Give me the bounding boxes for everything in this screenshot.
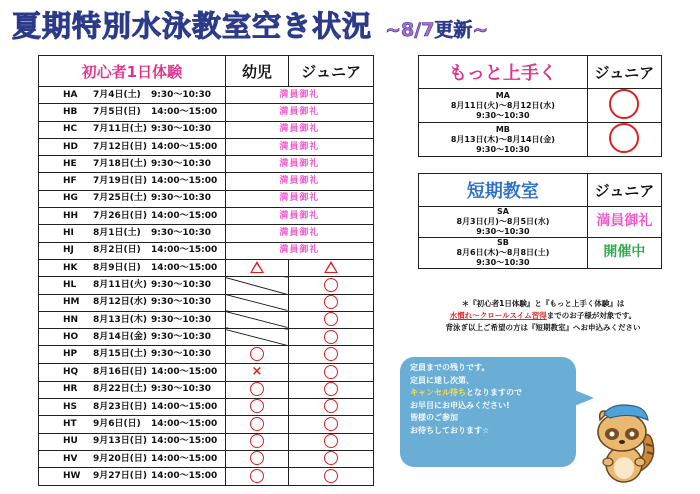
header-junior: ジュニア <box>289 56 374 87</box>
short-term-class-table <box>418 173 662 269</box>
circle-icon <box>324 347 338 361</box>
slot-time: 9:30～10:30 <box>151 193 212 204</box>
session-time: 9:30～10:30 <box>476 258 530 267</box>
slot-code: HP <box>63 349 78 360</box>
slot-time: 14:00～15:00 <box>151 453 218 464</box>
slot-date: 7月18日(土) <box>93 158 148 169</box>
motto-jouzu-table <box>418 55 662 157</box>
slot-date: 8月23日(日) <box>93 401 148 412</box>
slot-date: 8月14日(金) <box>93 331 148 342</box>
session-dates: 8月13日(木)～8月14日(金) <box>450 134 555 144</box>
slot-code: HL <box>63 279 77 290</box>
table-row <box>39 156 374 173</box>
header-junior: ジュニア <box>587 174 661 207</box>
status-full: 満員御礼 <box>587 207 661 238</box>
slot-time: 14:00～15:00 <box>151 401 218 412</box>
slot-code: HK <box>63 262 78 273</box>
slot-time: 9:30～10:30 <box>151 349 212 360</box>
circle-icon <box>324 278 338 292</box>
session-time: 9:30～10:30 <box>476 227 530 236</box>
slot-code: HF <box>63 176 77 187</box>
table-row <box>39 104 374 121</box>
session-slot <box>39 329 226 346</box>
header-beginner-trial: 初心者1日体験 <box>39 56 226 87</box>
session-time: 9:30～10:30 <box>476 144 530 154</box>
session-cell <box>419 207 588 238</box>
note-line: 水慣れ～クロールスイム習得までのお子様が対象です。 <box>449 311 637 320</box>
session-code: SA <box>496 207 509 216</box>
circle-icon <box>250 469 264 483</box>
header-junior: ジュニア <box>587 56 661 89</box>
status-infant <box>225 277 288 294</box>
slot-code: HU <box>63 436 78 447</box>
session-dates: 8月11日(火)～8月12日(水) <box>450 100 555 110</box>
table-row <box>39 225 374 242</box>
table-row <box>39 138 374 155</box>
header-motto-jouzu: もっと上手く <box>419 56 588 89</box>
slot-date: 9月6日(日) <box>93 418 141 429</box>
table-row <box>39 399 374 416</box>
page-title <box>12 4 692 48</box>
slot-code: HA <box>63 89 78 100</box>
session-cell <box>419 123 588 157</box>
session-dates: 8月6日(木)～8月8日(土) <box>456 248 550 257</box>
status-full: 満員御礼 <box>225 156 373 173</box>
status-infant <box>225 311 288 328</box>
triangle-icon <box>250 261 264 273</box>
status-infant <box>225 294 288 311</box>
circle-icon <box>250 417 264 431</box>
status-junior <box>289 259 374 276</box>
slot-time: 9:30～10:30 <box>151 158 212 169</box>
slot-code: HM <box>63 297 80 308</box>
title-update-date: ~8/7更新~ <box>385 19 489 41</box>
session-slot <box>39 416 226 433</box>
status-junior <box>289 363 374 381</box>
slot-date: 7月12日(日) <box>93 141 148 152</box>
session-slot <box>39 190 226 207</box>
slot-date: 8月12日(水) <box>93 297 148 308</box>
circle-icon <box>250 382 264 396</box>
note-line: ＊『初心者1日体験』と『もっと上手く体験』は <box>461 299 625 308</box>
slot-code: HW <box>63 470 81 481</box>
table-row <box>39 242 374 259</box>
session-slot <box>39 104 226 121</box>
session-slot <box>39 138 226 155</box>
slot-date: 7月4日(土) <box>93 89 141 100</box>
header-infant: 幼児 <box>225 56 288 87</box>
status-in-session: 開催中 <box>587 238 661 269</box>
status-junior <box>289 468 374 485</box>
status-infant <box>225 450 288 467</box>
table-row <box>39 294 374 311</box>
session-dates: 8月3日(月)～8月5日(水) <box>456 217 550 226</box>
slot-date: 8月1日(土) <box>93 228 141 239</box>
slot-code: HD <box>63 141 79 152</box>
table-row <box>39 329 374 346</box>
slot-time: 14:00～15:00 <box>151 418 218 429</box>
slot-time: 14:00～15:00 <box>151 141 218 152</box>
session-slot <box>39 173 226 190</box>
circle-icon <box>324 312 338 326</box>
circle-icon <box>324 382 338 396</box>
status-junior <box>289 450 374 467</box>
status-full: 満員御礼 <box>225 225 373 242</box>
status-infant <box>225 381 288 398</box>
circle-icon <box>250 399 264 413</box>
eligibility-note <box>418 298 668 334</box>
slot-code: HO <box>63 331 79 342</box>
session-slot <box>39 363 226 381</box>
status-junior <box>289 311 374 328</box>
slot-time: 14:00～15:00 <box>151 245 218 256</box>
circle-icon <box>609 123 639 153</box>
status-junior <box>289 399 374 416</box>
circle-icon <box>609 89 639 119</box>
status-junior <box>289 346 374 363</box>
beginner-schedule-table <box>38 55 374 486</box>
circle-icon <box>324 417 338 431</box>
slot-code: HC <box>63 124 78 135</box>
session-slot <box>39 450 226 467</box>
status-infant <box>225 346 288 363</box>
status-infant <box>225 329 288 346</box>
table-row <box>419 89 662 123</box>
slot-time: 9:30～10:30 <box>151 297 212 308</box>
status-infant <box>225 259 288 276</box>
circle-icon <box>324 469 338 483</box>
slot-date: 7月26日(日) <box>93 210 148 221</box>
slot-time: 14:00～15:00 <box>151 262 218 273</box>
session-slot <box>39 259 226 276</box>
status-infant <box>225 399 288 416</box>
session-slot <box>39 433 226 450</box>
session-cell <box>419 89 588 123</box>
slot-date: 8月2日(日) <box>93 245 141 256</box>
circle-icon <box>250 347 264 361</box>
slot-code: HS <box>63 401 78 412</box>
table-row <box>39 468 374 485</box>
table-row <box>39 259 374 276</box>
session-time: 9:30～10:30 <box>476 110 530 120</box>
slot-date: 8月13日(木) <box>93 314 148 325</box>
slot-time: 14:00～15:00 <box>151 106 218 117</box>
slot-time: 9:30～10:30 <box>151 314 212 325</box>
table-row <box>419 238 662 269</box>
slot-time: 9:30～10:30 <box>151 124 212 135</box>
slot-date: 9月27日(日) <box>93 470 148 481</box>
circle-icon <box>324 295 338 309</box>
status-infant <box>225 416 288 433</box>
slot-date: 7月11日(土) <box>93 124 148 135</box>
session-slot <box>39 242 226 259</box>
status-full: 満員御礼 <box>225 173 373 190</box>
slot-date: 7月5日(日) <box>93 106 141 117</box>
title-main: 夏期特別水泳教室空き状況 <box>12 9 373 43</box>
session-code: SB <box>497 238 509 247</box>
circle-icon <box>324 434 338 448</box>
status-infant <box>225 468 288 485</box>
session-slot <box>39 225 226 242</box>
session-slot <box>39 156 226 173</box>
table-row <box>39 87 374 104</box>
slot-date: 8月22日(土) <box>93 384 148 395</box>
slot-code: HR <box>63 384 78 395</box>
status-available <box>587 89 661 123</box>
table-row <box>39 381 374 398</box>
session-slot <box>39 87 226 104</box>
status-junior <box>289 329 374 346</box>
status-full: 満員御礼 <box>225 121 373 138</box>
slot-date: 7月25日(土) <box>93 193 148 204</box>
session-slot <box>39 277 226 294</box>
table-row <box>39 208 374 225</box>
table-row <box>419 123 662 157</box>
slot-date: 8月16日(日) <box>93 366 148 377</box>
table-row <box>39 277 374 294</box>
cross-icon: × <box>251 363 263 379</box>
slot-time: 14:00～15:00 <box>151 436 218 447</box>
slot-time: 14:00～15:00 <box>151 210 218 221</box>
slot-code: HV <box>63 453 78 464</box>
table-row <box>39 190 374 207</box>
session-slot <box>39 208 226 225</box>
slot-date: 9月20日(日) <box>93 453 148 464</box>
slot-date: 8月11日(火) <box>93 279 148 290</box>
slot-time: 9:30～10:30 <box>151 384 212 395</box>
slot-date: 7月19日(日) <box>93 176 148 187</box>
table-row <box>39 346 374 363</box>
circle-icon <box>250 451 264 465</box>
slot-time: 9:30～10:30 <box>151 89 212 100</box>
status-junior <box>289 277 374 294</box>
slot-time: 9:30～10:30 <box>151 228 212 239</box>
triangle-icon <box>324 261 338 273</box>
session-slot <box>39 294 226 311</box>
status-full: 満員御礼 <box>225 138 373 155</box>
status-infant <box>225 433 288 450</box>
status-full: 満員御礼 <box>225 190 373 207</box>
slot-date: 8月15日(土) <box>93 349 148 360</box>
table-row <box>39 363 374 381</box>
status-junior <box>289 433 374 450</box>
table-row <box>39 121 374 138</box>
slot-code: HH <box>63 210 79 221</box>
session-code: MB <box>495 124 510 134</box>
status-junior <box>289 416 374 433</box>
slot-code: HT <box>63 418 77 429</box>
session-slot <box>39 381 226 398</box>
table-row <box>419 207 662 238</box>
slot-code: HQ <box>63 366 79 377</box>
slot-time: 14:00～15:00 <box>151 366 218 377</box>
slot-code: HE <box>63 158 77 169</box>
status-full: 満員御礼 <box>225 104 373 121</box>
status-junior <box>289 294 374 311</box>
table-row <box>39 433 374 450</box>
circle-icon <box>324 451 338 465</box>
status-full: 満員御礼 <box>225 208 373 225</box>
slot-time: 9:30～10:30 <box>151 279 212 290</box>
table-row <box>39 311 374 328</box>
circle-icon <box>324 330 338 344</box>
table-row <box>39 450 374 467</box>
slot-code: HB <box>63 106 78 117</box>
session-slot <box>39 346 226 363</box>
slot-code: HN <box>63 314 79 325</box>
circle-icon <box>324 399 338 413</box>
status-infant <box>225 363 288 381</box>
slot-code: HJ <box>63 245 74 256</box>
session-slot <box>39 121 226 138</box>
slot-date: 8月9日(日) <box>93 262 141 273</box>
raccoon-mascot-icon <box>590 400 660 486</box>
header-short-term: 短期教室 <box>419 174 588 207</box>
status-full: 満員御礼 <box>225 87 373 104</box>
status-junior <box>289 381 374 398</box>
slot-code: HG <box>63 193 78 204</box>
note-line: 背泳ぎ以上ご希望の方は『短期教室』へお申込みください <box>445 323 641 332</box>
status-full: 満員御礼 <box>225 242 373 259</box>
slot-date: 9月13日(日) <box>93 436 148 447</box>
slot-code: HI <box>63 228 74 239</box>
session-slot <box>39 311 226 328</box>
circle-icon <box>324 365 338 379</box>
bubble-message: 定員までの残りです。 定員に達し次第、 キャンセル待ちとなりますので お早目にお申込みください! 皆様のご参加 お待ちしております☆ <box>410 363 522 435</box>
slot-time: 9:30～10:30 <box>151 331 212 342</box>
status-available <box>587 123 661 157</box>
slot-time: 14:00～15:00 <box>151 470 218 481</box>
table-row <box>39 416 374 433</box>
session-slot <box>39 399 226 416</box>
circle-icon <box>250 434 264 448</box>
session-code: MA <box>495 90 510 100</box>
session-cell <box>419 238 588 269</box>
session-slot <box>39 468 226 485</box>
table-row <box>39 173 374 190</box>
slot-time: 14:00～15:00 <box>151 176 218 187</box>
